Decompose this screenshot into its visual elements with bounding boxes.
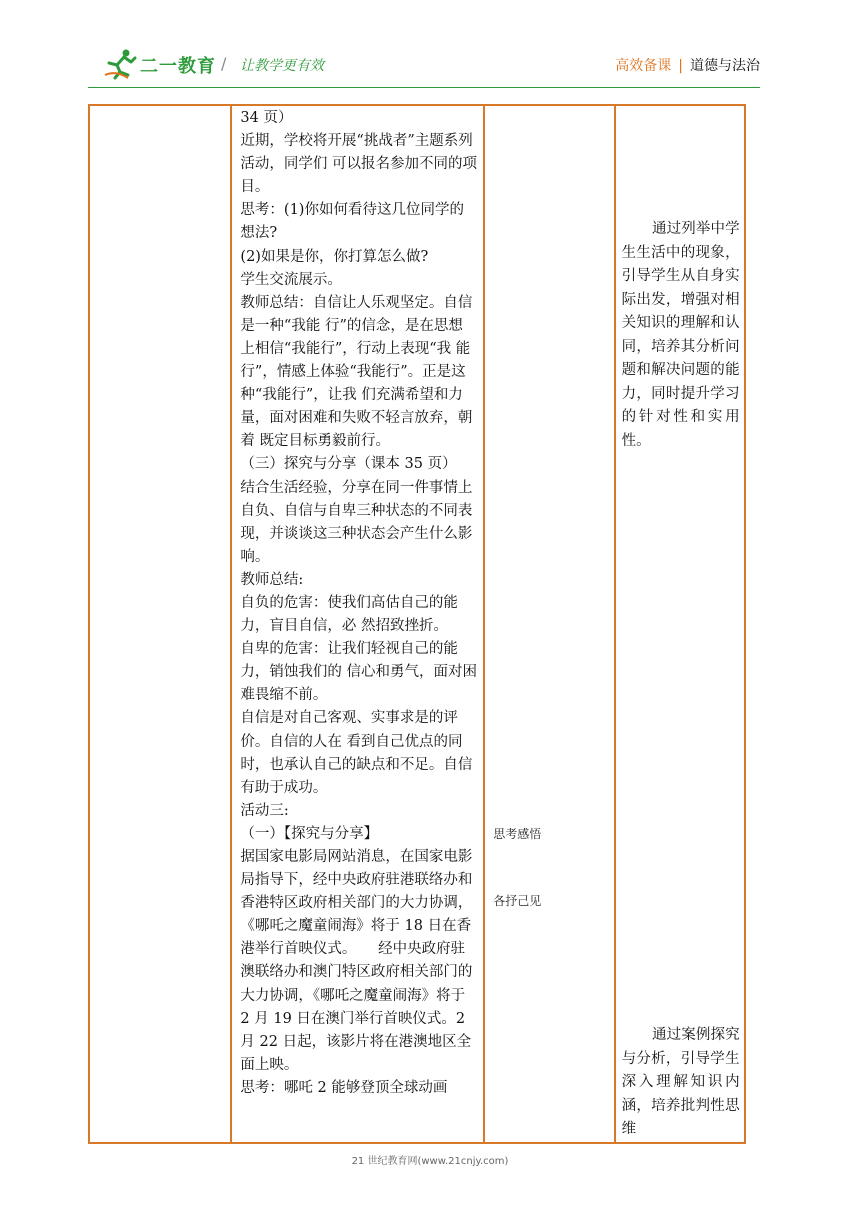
content-paragraph: 34 页） bbox=[240, 110, 293, 126]
content-paragraph: (2)如果是你，你打算怎么做? bbox=[240, 248, 429, 265]
lesson-plan-table bbox=[88, 104, 746, 1144]
content-paragraph: 近期，学校将开展“挑战者”主题系列活动，同学们 可以报名参加不同的项目。 bbox=[240, 133, 478, 196]
content-paragraph: 思考：哪吒 2 能够登顶全球动画 bbox=[240, 1079, 448, 1096]
content-paragraph: （一）【探究与分享】 bbox=[240, 825, 379, 842]
design-intent-text: 通过列举中学生生活中的现象，引导学生从自身实际出发，增强对相关知识的理解和认同，培养其分析问题和解决问题的能力，同时提升学习的针对性和实用性。 bbox=[621, 221, 740, 449]
teaching-content-cell bbox=[231, 105, 484, 1143]
content-paragraph: 教师总结：自信让人乐观坚定。自信是一种“我能 行”的信念，是在思想上相信“我能行”，行动上表现“我 能行”，情感上体验“我能行”。正是这种“我能行”，让我 们充满希望和力量，面对困难和失败不轻言放弃，朝着 既定目标勇毅前行。 bbox=[240, 294, 473, 450]
content-paragraph: 据国家电影局网站消息，在国家电影局指导下，经中央政府驻港联络办和香港特区政府相关部门的大力协调，《哪吒之魔童闹海》将于 18 日在香港举行首映仪式。 经中央政府驻澳联络办和澳门特区政府相关部门的大力协调，《哪吒之魔童闹海》将于 2 月 19 日在澳门举行首映仪式。2 月 22 日起，该影片将在港澳地区全面上映。 bbox=[240, 849, 473, 1073]
content-paragraph: 教师总结: bbox=[240, 571, 304, 588]
design-intent-cell bbox=[615, 105, 745, 1143]
logo-text: 二一教育 bbox=[140, 56, 216, 77]
slogan: 让教学更有效 bbox=[240, 58, 324, 74]
table-row bbox=[89, 105, 745, 1143]
content-paragraph: 自负的危害：使我们高估自己的能力，盲目自信，必 然招致挫折。 bbox=[240, 594, 458, 635]
content-paragraph: 自信是对自己客观、实事求是的评价。自信的人在 看到自己优点的同时，也承认自己的缺点和不足。自信 有助于成功。 bbox=[240, 710, 473, 796]
content-paragraph: 活动三: bbox=[240, 802, 289, 819]
student-activity-note: 各抒己见 bbox=[493, 894, 542, 908]
running-figure-logo-icon bbox=[104, 48, 138, 80]
content-paragraph: 学生交流展示。 bbox=[240, 271, 342, 288]
brand-label: 高效备课 bbox=[615, 58, 672, 74]
header-separator: | bbox=[678, 58, 683, 74]
page-footer: 21 世纪教育网(www.21cnjy.com) bbox=[351, 1156, 509, 1167]
student-activity-note: 思考感悟 bbox=[493, 827, 542, 841]
header-rule bbox=[88, 87, 760, 88]
stage-column-cell bbox=[89, 105, 231, 1143]
subject-label: 道德与法治 bbox=[690, 58, 760, 74]
header-right bbox=[615, 55, 760, 75]
content-paragraph: （三）探究与分享（课本 35 页） bbox=[240, 456, 457, 473]
page-header bbox=[0, 0, 860, 100]
content-paragraph: 结合生活经验，分享在同一件事情上自负、自信与自卑三种状态的不同表现，并谈谈这三种状态会产生什么影响。 bbox=[240, 479, 473, 565]
student-activity-cell bbox=[484, 105, 614, 1143]
header-divider: / bbox=[221, 54, 227, 73]
content-paragraph: 思考：(1)你如何看待这几位同学的想法? bbox=[240, 202, 464, 242]
design-intent-text: 通过案例探究与分析，引导学生深入理解知识内涵，培养批判性思维 bbox=[621, 1027, 740, 1137]
content-paragraph: 自卑的危害：让我们轻视自己的能力，销蚀我们的 信心和勇气，面对困难畏缩不前。 bbox=[240, 641, 478, 704]
